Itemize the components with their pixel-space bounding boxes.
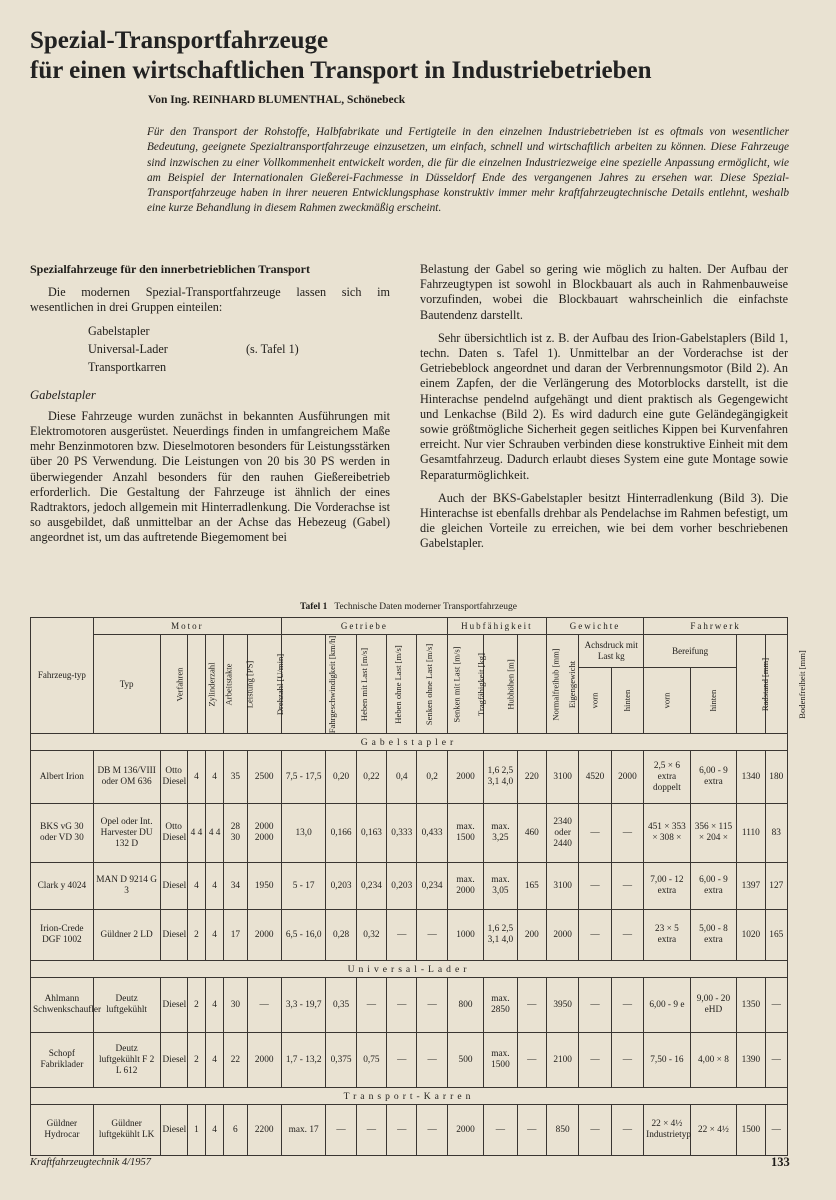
table-cell: Diesel — [160, 910, 187, 961]
table-cell: 1,6 2,5 3,1 4,0 — [484, 751, 517, 804]
table-cell: 0,28 — [326, 910, 356, 961]
table-cell: 4 — [187, 751, 205, 804]
header-fahrwerk: Fahrwerk — [644, 618, 788, 635]
left-column — [30, 262, 390, 554]
table-cell: — — [517, 978, 546, 1033]
section-label: Gabelstapler — [31, 734, 788, 751]
table-cell: 2000 — [247, 910, 281, 961]
table-cell: Otto Diesel — [160, 751, 187, 804]
table-cell: — — [611, 910, 643, 961]
header-achsdruck: Achsdruck mit Last kg — [579, 635, 644, 668]
body-paragraph: Belastung der Gabel so gering wie möglich zu halten. Der Aufbau der Fahrzeugtypen ist sowohl in Blockbauart als auch in Rahmenbauweise vorzufinden, wobei die Blockbauart wahrscheinlich die einfachste Bautendenz darstellt. — [420, 262, 788, 322]
table-cell: 35 — [224, 751, 247, 804]
table-cell: 2000 — [611, 751, 643, 804]
right-column — [420, 262, 788, 560]
table-cell: 4 — [206, 910, 224, 961]
table-cell: 0,32 — [356, 910, 386, 961]
header-achs-vorn: vorn — [579, 668, 611, 734]
section-label: Universal-Lader — [31, 961, 788, 978]
table-cell: 0,20 — [326, 751, 356, 804]
table-cell: 1 — [187, 1105, 205, 1156]
body-paragraph: Sehr übersichtlich ist z. B. der Aufbau des Irion-Gabelstaplers (Bild 1, techn. Daten s. Tafel 1). Unmittelbar an der Vorderachse ist der Getriebeblock angeordnet und daran der Verbrennungsmotor (Bild 2). An einem Zapfen, der die Verlängerung des Motorblocks darstellt, ist die Hinterachse pendelnd aufgehängt und dient praktisch als Gegengewicht und Lenkachse (Bild 2). Es wird dadurch eine gute Geländegängigkeit sowie größtmögliche Sicherheit gegen seitliches Kippen bei Kurvenfahren erreicht. Nur vier Schrauben verbinden diese konstruktive Einheit mit dem Gesamtfahrzeug. Dadurch erlaubt dieses System eine gute Montage sowie Reparaturmöglichkeit. — [420, 330, 788, 482]
table-cell: max. 17 — [281, 1105, 326, 1156]
table-cell: 127 — [765, 863, 787, 910]
table-cell: 4 — [206, 751, 224, 804]
vehicle-name-cell: Clark y 4024 — [31, 863, 94, 910]
table-cell: max. 3,25 — [484, 804, 517, 863]
header-radstand: Radstand [mm] — [737, 635, 765, 734]
table-cell: — — [611, 1105, 643, 1156]
table-cell: max. 1500 — [447, 804, 483, 863]
table-cell: 28 30 — [224, 804, 247, 863]
table-cell: 4 — [187, 863, 205, 910]
table-cell: 850 — [546, 1105, 578, 1156]
data-table — [30, 617, 807, 1156]
table-cell: 0,433 — [417, 804, 447, 863]
group-item: Gabelstapler — [88, 323, 150, 338]
table-cell: Opel oder Int. Harvester DU 132 D — [93, 804, 160, 863]
table-cell: — — [765, 1033, 787, 1088]
header-takte: Arbeitstakte — [206, 635, 224, 734]
table-cell: 0,4 — [387, 751, 417, 804]
table-cell: 22 × 4½ Industrietyp — [644, 1105, 691, 1156]
header-zylinder: Zylinderzahl — [187, 635, 205, 734]
header-reifen-hinten: hinten — [690, 668, 737, 734]
table-cell: — — [579, 804, 611, 863]
table-row — [31, 804, 788, 863]
group-item-label: Universal-Lader — [88, 341, 168, 356]
table-cell: 2000 — [447, 1105, 483, 1156]
header-bodenfreiheit: Bodenfreiheit [mm] — [765, 635, 787, 734]
table-cell: 0,2 — [417, 751, 447, 804]
table-cell: 0,234 — [356, 863, 386, 910]
table-reference: (s. Tafel 1) — [246, 341, 299, 356]
table-cell: 4 — [206, 863, 224, 910]
table-cell: 165 — [517, 863, 546, 910]
table-cell: 3,3 - 19,7 — [281, 978, 326, 1033]
vehicle-name-cell: Albert Irion — [31, 751, 94, 804]
body-paragraph: Auch der BKS-Gabelstapler besitzt Hinterradlenkung (Bild 3). Die Hinterachse ist ebenfalls drehbar als Pendelachse im Rahmen befestigt, um die gleichen Vorteile zu erreichen, wie bei dem vorher beschriebenen Gabelstapler. — [420, 490, 788, 551]
table-cell: 0,163 — [356, 804, 386, 863]
table-cell: 1,7 - 13,2 — [281, 1033, 326, 1088]
table-cell: 460 — [517, 804, 546, 863]
table-row — [31, 910, 788, 961]
table-cell: 1350 — [737, 978, 765, 1033]
table-cell: 5,00 - 8 extra — [690, 910, 737, 961]
table-cell: max. 2850 — [484, 978, 517, 1033]
table-cell: 4 — [206, 978, 224, 1033]
table-cell: 2100 — [546, 1033, 578, 1088]
table-cell: 1000 — [447, 910, 483, 961]
table-cell: 0,203 — [326, 863, 356, 910]
table-cell: 2200 — [247, 1105, 281, 1156]
table-cell: 451 × 353 × 308 × — [644, 804, 691, 863]
intro-paragraph: Die modernen Spezial-Transportfahrzeuge lassen sich im wesentlichen in drei Gruppen einteilen: — [30, 285, 390, 315]
table-cell: — — [579, 863, 611, 910]
table-cell: 0,333 — [387, 804, 417, 863]
table-cell: 0,75 — [356, 1033, 386, 1088]
table-cell: 2000 2000 — [247, 804, 281, 863]
table-cell: 2000 — [247, 1033, 281, 1088]
table-cell: max. 1500 — [484, 1033, 517, 1088]
table-cell: 22 × 4½ — [690, 1105, 737, 1156]
table-cell: Diesel — [160, 978, 187, 1033]
body-paragraph: Diese Fahrzeuge wurden zunächst in bekannten Ausführungen mit Elektromotoren ausgerüstet. Neuerdings finden in umfangreichem Maße mehr Benzinmotoren bzw. Dieselmotoren besonders für Leistungsstärken über 20 PS Verwendung. Die Leistungen von 20 bis 30 PS werden in überwiegender Anzahl besonders für den rauhen Gießereibetrieb erforderlich. Die Gestaltung der Fahrzeuge ist ähnlich der eines Radtraktors, jedoch allgemein mit Hinterradlenkung. Die Vorderachse ist so ausgebildet, daß unmittelbar an der Achse das Hebezeug (Gabel) angeordnet ist, um das auftretende Biegemoment bei — [30, 408, 390, 545]
table-cell: 13,0 — [281, 804, 326, 863]
header-motor: Motor — [93, 618, 281, 635]
table-cell: — — [417, 1105, 447, 1156]
header-achs-hinten: hinten — [611, 668, 643, 734]
table-cell: 180 — [765, 751, 787, 804]
vehicle-name-cell: Güldner Hydrocar — [31, 1105, 94, 1156]
group-item — [88, 342, 390, 360]
table-cell: 9,00 - 20 eHD — [690, 978, 737, 1033]
table-cell: max. 3,05 — [484, 863, 517, 910]
table-cell: 7,00 - 12 extra — [644, 863, 691, 910]
table-cell: — — [579, 978, 611, 1033]
table-cell: 7,5 - 17,5 — [281, 751, 326, 804]
vehicle-name-cell: Ahlmann Schwenkschaufler — [31, 978, 94, 1033]
table-cell: — — [611, 804, 643, 863]
table-cell: — — [417, 910, 447, 961]
header-gewichte: Gewichte — [546, 618, 643, 635]
table-cell: — — [579, 1105, 611, 1156]
table-cell: Deutz luftgekühlt F 2 L 612 — [93, 1033, 160, 1088]
section-separator-row — [31, 734, 788, 751]
table-cell: Diesel — [160, 863, 187, 910]
table-cell: 0,234 — [417, 863, 447, 910]
table-cell: 4 4 — [187, 804, 205, 863]
table-cell: 4,00 × 8 — [690, 1033, 737, 1088]
table-row — [31, 751, 788, 804]
table-cell: 1020 — [737, 910, 765, 961]
table-cell: 6 — [224, 1105, 247, 1156]
table-cell: 1340 — [737, 751, 765, 804]
table-cell: 800 — [447, 978, 483, 1033]
header-bereifung: Bereifung — [644, 635, 737, 668]
table-cell: 6,00 - 9 extra — [690, 863, 737, 910]
table-cell: 2 — [187, 978, 205, 1033]
header-hub: Hubfähigkeit — [447, 618, 546, 635]
table-cell: 200 — [517, 910, 546, 961]
table-cell: — — [387, 1105, 417, 1156]
table-cell: 2340 oder 2440 — [546, 804, 578, 863]
table-cell: — — [387, 1033, 417, 1088]
header-verfahren: Verfahren — [160, 635, 187, 734]
header-reifen-vorn: vorn — [644, 668, 691, 734]
table-cell: Diesel — [160, 1033, 187, 1088]
table-caption-label: Tafel 1 — [300, 602, 328, 612]
table-cell: 4 — [206, 1033, 224, 1088]
table-cell: 220 — [517, 751, 546, 804]
header-freihub: Normalfreihub [mm] — [517, 635, 546, 734]
header-heben-ohne: Heben ohne Last [m/s] — [356, 635, 386, 734]
table-cell: — — [611, 1033, 643, 1088]
table-cell: — — [247, 978, 281, 1033]
table-cell: — — [484, 1105, 517, 1156]
table-cell: 0,166 — [326, 804, 356, 863]
table-cell: 22 — [224, 1033, 247, 1088]
section-label: Transport-Karren — [31, 1088, 788, 1105]
table-cell: — — [765, 1105, 787, 1156]
journal-footer: Kraftfahrzeugtechnik 4/1957 — [30, 1157, 152, 1168]
table-cell: — — [417, 1033, 447, 1088]
header-hubhoehe: Hubhöhen [m] — [484, 635, 517, 734]
table-cell: Diesel — [160, 1105, 187, 1156]
table-cell: 30 — [224, 978, 247, 1033]
table-cell: 2 — [187, 910, 205, 961]
table-cell: 2000 — [447, 751, 483, 804]
table-cell: 2500 — [247, 751, 281, 804]
header-eigengewicht: Eigengewicht — [546, 635, 578, 734]
subheading: Gabelstapler — [30, 387, 96, 402]
table-cell: 2000 — [546, 910, 578, 961]
header-heben-mit: Heben mit Last [m/s] — [326, 635, 356, 734]
section-separator-row — [31, 961, 788, 978]
header-typ: Typ — [93, 635, 160, 734]
table-cell: 7,50 - 16 — [644, 1033, 691, 1088]
table-caption — [0, 602, 817, 612]
table-cell: — — [517, 1033, 546, 1088]
table-cell: — — [387, 978, 417, 1033]
table-cell: — — [611, 863, 643, 910]
title-line-2: für einen wirtschaftlichen Transport in Industriebetrieben — [30, 57, 652, 84]
table-cell: 1390 — [737, 1033, 765, 1088]
abstract: Für den Transport der Rohstoffe, Halbfabrikate und Fertigteile in den einzelnen Industriebetrieben ist es oftmals von wesentlicher Bedeutung, geeignete Spezialtransportfahrzeuge einzusetzen, um einfach, schnell und wirtschaftlich arbeiten zu können. Diese Fahrzeuge sind inzwischen zu einer Vollkommenheit entwickelt worden, die für die einzelnen Industriezweige eine spezielle Anpassung ermöglicht, wie am Beispiel der Internationalen Gießerei-Fachmesse in Düsseldorf Ende des vergangenen Jahres zu ersehen war. Diese Spezial-Transportfahrzeuge haben in ihrer neueren Entwicklungsphase konstruktiv immer mehr kraftfahrzeugtechnische Details entlehnt, weshalb eine kurze Behandlung in diesem Rahmen zweckmäßig erscheint. — [147, 126, 789, 215]
table-cell: DB M 136/VIII oder OM 636 — [93, 751, 160, 804]
table-cell: 0,375 — [326, 1033, 356, 1088]
author-line: Von Ing. REINHARD BLUMENTHAL, Schönebeck — [148, 94, 406, 106]
table-cell: 1,6 2,5 3,1 4,0 — [484, 910, 517, 961]
table-cell: 3100 — [546, 863, 578, 910]
table-cell: — — [579, 910, 611, 961]
table-cell: 6,00 - 9 extra — [690, 751, 737, 804]
table-cell: Güldner 2 LD — [93, 910, 160, 961]
table-row — [31, 863, 788, 910]
page-number: 133 — [771, 1155, 790, 1169]
header-drehzahl: Drehzahl [U/min] — [247, 635, 281, 734]
table-cell: 0,203 — [387, 863, 417, 910]
article-title — [30, 26, 790, 86]
header-senken-ohne: Senken ohne Last [m/s] — [387, 635, 417, 734]
vehicle-name-cell: Irion-Crede DGF 1002 — [31, 910, 94, 961]
table-cell: 1110 — [737, 804, 765, 863]
table-cell: 0,35 — [326, 978, 356, 1033]
table-cell: 2 — [187, 1033, 205, 1088]
group-list — [88, 324, 390, 378]
table-cell: — — [579, 1033, 611, 1088]
table-cell: MAN D 9214 G 3 — [93, 863, 160, 910]
table-cell: 0,22 — [356, 751, 386, 804]
table-cell: 17 — [224, 910, 247, 961]
header-getriebe: Getriebe — [281, 618, 447, 635]
table-cell: 23 × 5 extra — [644, 910, 691, 961]
header-fahrzeugtyp: Fahrzeug-typ — [31, 618, 94, 734]
vehicle-name-cell: BKS vG 30 oder VD 30 — [31, 804, 94, 863]
table-cell: max. 2000 — [447, 863, 483, 910]
table-cell: 6,5 - 16,0 — [281, 910, 326, 961]
header-leistung: Leistung [PS] — [224, 635, 247, 734]
header-fahrgeschw: Fahrgeschwindigkeit [km/h] — [281, 635, 326, 734]
table-cell: — — [765, 978, 787, 1033]
vehicle-name-cell: Schopf Fabriklader — [31, 1033, 94, 1088]
table-row — [31, 1033, 788, 1088]
table-cell: 1500 — [737, 1105, 765, 1156]
table-cell: — — [611, 978, 643, 1033]
table-row — [31, 1105, 788, 1156]
table-cell: 1950 — [247, 863, 281, 910]
table-cell: — — [356, 1105, 386, 1156]
table-cell: 83 — [765, 804, 787, 863]
table-cell: 4520 — [579, 751, 611, 804]
table-cell: 4 4 — [206, 804, 224, 863]
table-cell: 1397 — [737, 863, 765, 910]
section-separator-row — [31, 1088, 788, 1105]
section-heading: Spezialfahrzeuge für den innerbetrieblichen Transport — [30, 262, 310, 276]
table-cell: Deutz luftgekühlt — [93, 978, 160, 1033]
table-cell: 6,00 - 9 e — [644, 978, 691, 1033]
table-caption-text: Technische Daten moderner Transportfahrzeuge — [334, 602, 517, 612]
table-cell: 34 — [224, 863, 247, 910]
table-cell: — — [417, 978, 447, 1033]
table-cell: — — [326, 1105, 356, 1156]
table-cell: 5 - 17 — [281, 863, 326, 910]
table-cell: 3100 — [546, 751, 578, 804]
table-cell: Otto Diesel — [160, 804, 187, 863]
table-row — [31, 978, 788, 1033]
table-cell: 2,5 × 6 extra doppelt — [644, 751, 691, 804]
header-senken-mit: Senken mit Last [m/s] — [417, 635, 447, 734]
table-cell: 3950 — [546, 978, 578, 1033]
table-cell: 4 — [206, 1105, 224, 1156]
table-cell: Güldner luftgekühlt LK — [93, 1105, 160, 1156]
table-cell: 165 — [765, 910, 787, 961]
group-item: Transportkarren — [88, 359, 167, 374]
table-cell: 500 — [447, 1033, 483, 1088]
table-cell: — — [356, 978, 386, 1033]
table-cell: — — [517, 1105, 546, 1156]
title-line-1: Spezial-Transportfahrzeuge — [30, 27, 329, 54]
table-cell: 356 × 115 × 204 × — [690, 804, 737, 863]
table-cell: — — [387, 910, 417, 961]
header-tragf: Tragfähigkeit [kg] — [447, 635, 483, 734]
table-body — [31, 734, 788, 1156]
